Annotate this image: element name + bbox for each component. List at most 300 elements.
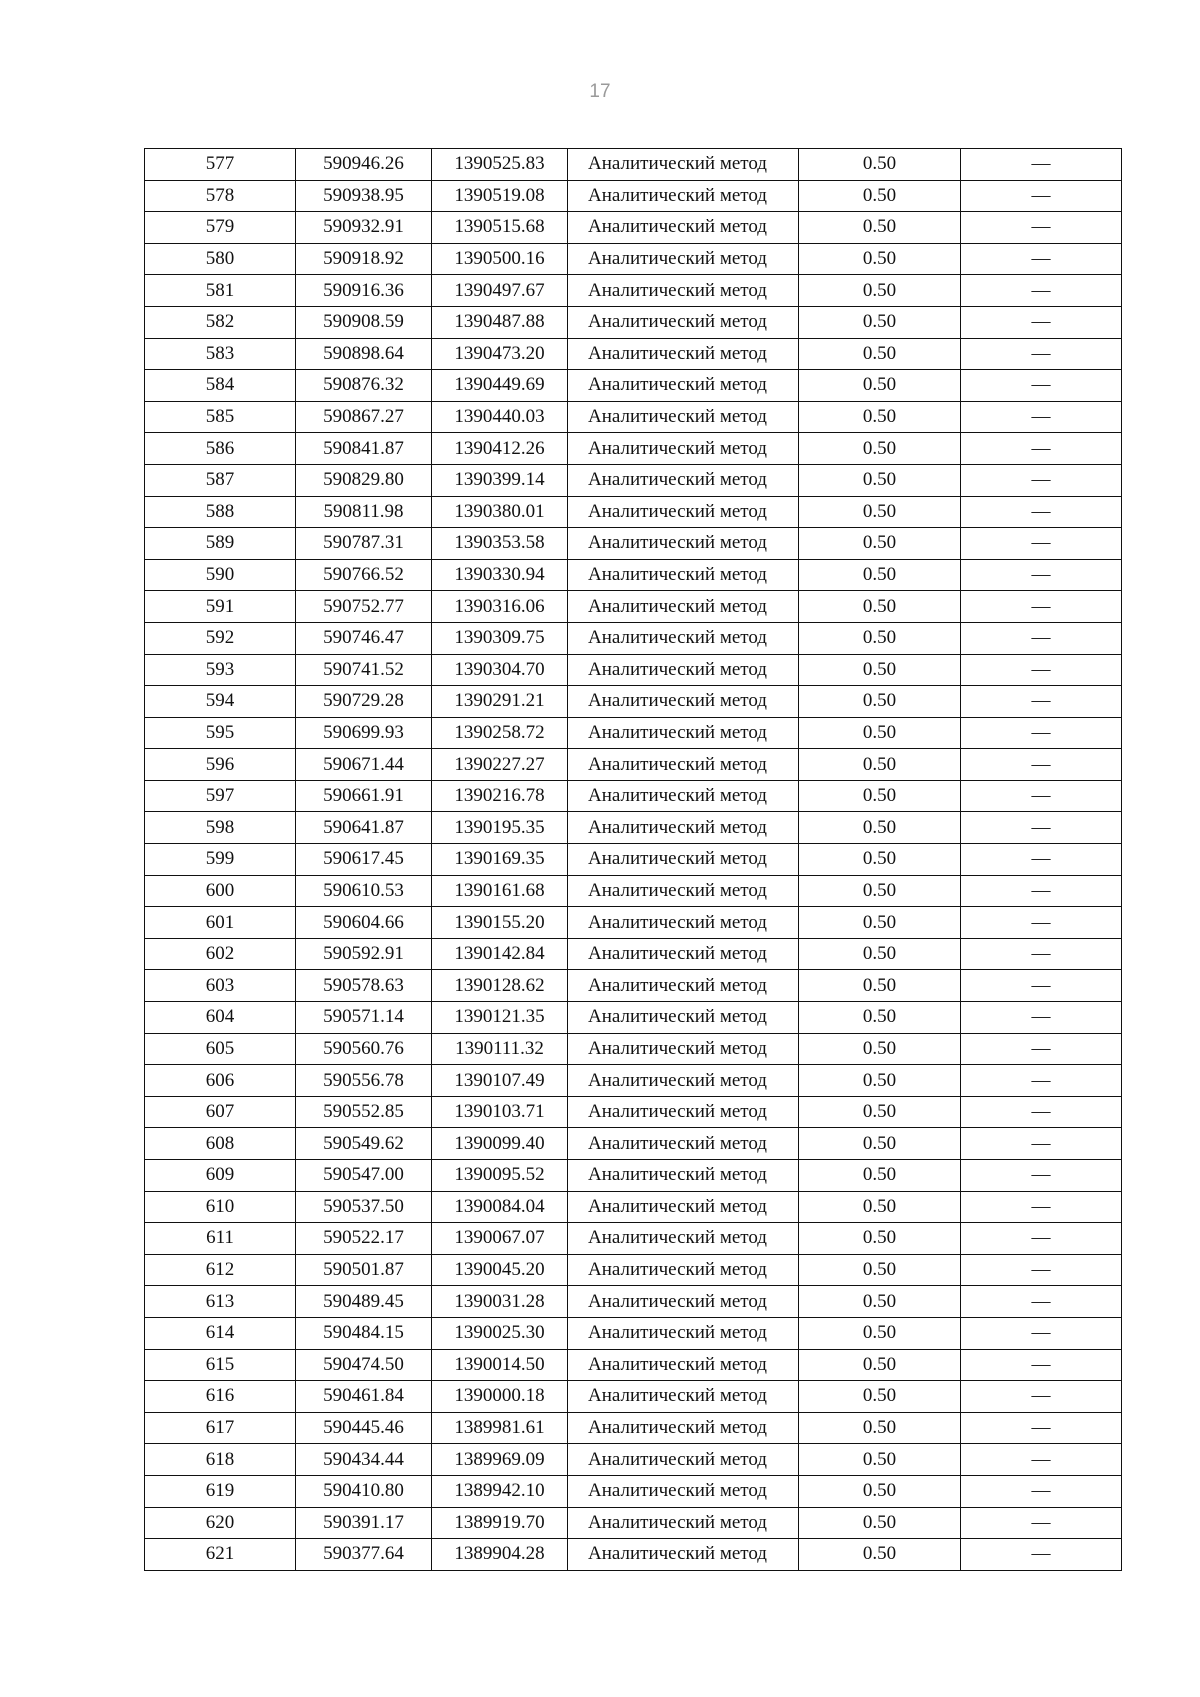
table-row — [145, 275, 1122, 307]
table-row — [145, 812, 1122, 844]
note-cell: — — [961, 496, 1122, 528]
note-cell: — — [961, 749, 1122, 781]
x-coordinate-cell: 590729.28 — [296, 686, 432, 718]
accuracy-cell: 0.50 — [799, 1254, 961, 1286]
x-coordinate-cell: 590787.31 — [296, 528, 432, 560]
y-coordinate-cell: 1390195.35 — [432, 812, 568, 844]
method-cell: Аналитический метод — [568, 1507, 799, 1539]
table-row — [145, 433, 1122, 465]
point-number-cell: 597 — [145, 780, 296, 812]
table-row — [145, 559, 1122, 591]
note-cell: — — [961, 686, 1122, 718]
accuracy-cell: 0.50 — [799, 1033, 961, 1065]
y-coordinate-cell: 1390227.27 — [432, 749, 568, 781]
accuracy-cell: 0.50 — [799, 970, 961, 1002]
note-cell: — — [961, 1412, 1122, 1444]
x-coordinate-cell: 590461.84 — [296, 1381, 432, 1413]
note-cell: — — [961, 1507, 1122, 1539]
table-row — [145, 1160, 1122, 1192]
accuracy-cell: 0.50 — [799, 243, 961, 275]
point-number-cell: 605 — [145, 1033, 296, 1065]
note-cell: — — [961, 654, 1122, 686]
note-cell: — — [961, 243, 1122, 275]
method-cell: Аналитический метод — [568, 1002, 799, 1034]
table-row — [145, 1002, 1122, 1034]
method-cell: Аналитический метод — [568, 1160, 799, 1192]
note-cell: — — [961, 1033, 1122, 1065]
method-cell: Аналитический метод — [568, 1223, 799, 1255]
table-row — [145, 401, 1122, 433]
point-number-cell: 578 — [145, 180, 296, 212]
note-cell: — — [961, 1381, 1122, 1413]
note-cell: — — [961, 1002, 1122, 1034]
table-row — [145, 370, 1122, 402]
method-cell: Аналитический метод — [568, 496, 799, 528]
note-cell: — — [961, 1223, 1122, 1255]
note-cell: — — [961, 464, 1122, 496]
note-cell: — — [961, 1065, 1122, 1097]
x-coordinate-cell: 590552.85 — [296, 1096, 432, 1128]
y-coordinate-cell: 1390497.67 — [432, 275, 568, 307]
x-coordinate-cell: 590474.50 — [296, 1349, 432, 1381]
point-number-cell: 588 — [145, 496, 296, 528]
x-coordinate-cell: 590547.00 — [296, 1160, 432, 1192]
point-number-cell: 610 — [145, 1191, 296, 1223]
table-row — [145, 1033, 1122, 1065]
note-cell: — — [961, 875, 1122, 907]
table-row — [145, 970, 1122, 1002]
accuracy-cell: 0.50 — [799, 749, 961, 781]
x-coordinate-cell: 590741.52 — [296, 654, 432, 686]
x-coordinate-cell: 590752.77 — [296, 591, 432, 623]
y-coordinate-cell: 1390111.32 — [432, 1033, 568, 1065]
x-coordinate-cell: 590391.17 — [296, 1507, 432, 1539]
point-number-cell: 587 — [145, 464, 296, 496]
method-cell: Аналитический метод — [568, 212, 799, 244]
method-cell: Аналитический метод — [568, 528, 799, 560]
note-cell: — — [961, 844, 1122, 876]
y-coordinate-cell: 1389904.28 — [432, 1539, 568, 1571]
x-coordinate-cell: 590571.14 — [296, 1002, 432, 1034]
point-number-cell: 617 — [145, 1412, 296, 1444]
point-number-cell: 600 — [145, 875, 296, 907]
y-coordinate-cell: 1390095.52 — [432, 1160, 568, 1192]
table-row — [145, 844, 1122, 876]
note-cell: — — [961, 306, 1122, 338]
x-coordinate-cell: 590867.27 — [296, 401, 432, 433]
point-number-cell: 590 — [145, 559, 296, 591]
y-coordinate-cell: 1390103.71 — [432, 1096, 568, 1128]
note-cell: — — [961, 212, 1122, 244]
method-cell: Аналитический метод — [568, 464, 799, 496]
method-cell: Аналитический метод — [568, 1254, 799, 1286]
x-coordinate-cell: 590811.98 — [296, 496, 432, 528]
table-row — [145, 1444, 1122, 1476]
point-number-cell: 593 — [145, 654, 296, 686]
method-cell: Аналитический метод — [568, 149, 799, 181]
x-coordinate-cell: 590501.87 — [296, 1254, 432, 1286]
table-row — [145, 875, 1122, 907]
accuracy-cell: 0.50 — [799, 812, 961, 844]
point-number-cell: 602 — [145, 938, 296, 970]
x-coordinate-cell: 590916.36 — [296, 275, 432, 307]
x-coordinate-cell: 590876.32 — [296, 370, 432, 402]
table-row — [145, 591, 1122, 623]
method-cell: Аналитический метод — [568, 370, 799, 402]
x-coordinate-cell: 590537.50 — [296, 1191, 432, 1223]
accuracy-cell: 0.50 — [799, 1412, 961, 1444]
x-coordinate-cell: 590445.46 — [296, 1412, 432, 1444]
accuracy-cell: 0.50 — [799, 907, 961, 939]
x-coordinate-cell: 590549.62 — [296, 1128, 432, 1160]
y-coordinate-cell: 1390031.28 — [432, 1286, 568, 1318]
note-cell: — — [961, 370, 1122, 402]
y-coordinate-cell: 1390128.62 — [432, 970, 568, 1002]
accuracy-cell: 0.50 — [799, 559, 961, 591]
accuracy-cell: 0.50 — [799, 1096, 961, 1128]
x-coordinate-cell: 590604.66 — [296, 907, 432, 939]
y-coordinate-cell: 1390309.75 — [432, 622, 568, 654]
y-coordinate-cell: 1389942.10 — [432, 1475, 568, 1507]
y-coordinate-cell: 1390216.78 — [432, 780, 568, 812]
table-row — [145, 306, 1122, 338]
method-cell: Аналитический метод — [568, 591, 799, 623]
accuracy-cell: 0.50 — [799, 275, 961, 307]
point-number-cell: 596 — [145, 749, 296, 781]
point-number-cell: 606 — [145, 1065, 296, 1097]
accuracy-cell: 0.50 — [799, 1223, 961, 1255]
y-coordinate-cell: 1390025.30 — [432, 1317, 568, 1349]
point-number-cell: 607 — [145, 1096, 296, 1128]
note-cell: — — [961, 1475, 1122, 1507]
note-cell: — — [961, 812, 1122, 844]
y-coordinate-cell: 1390258.72 — [432, 717, 568, 749]
method-cell: Аналитический метод — [568, 180, 799, 212]
note-cell: — — [961, 1160, 1122, 1192]
method-cell: Аналитический метод — [568, 1349, 799, 1381]
accuracy-cell: 0.50 — [799, 622, 961, 654]
point-number-cell: 594 — [145, 686, 296, 718]
table-row — [145, 938, 1122, 970]
accuracy-cell: 0.50 — [799, 717, 961, 749]
accuracy-cell: 0.50 — [799, 433, 961, 465]
table-row — [145, 1096, 1122, 1128]
y-coordinate-cell: 1390161.68 — [432, 875, 568, 907]
x-coordinate-cell: 590484.15 — [296, 1317, 432, 1349]
table-row — [145, 717, 1122, 749]
x-coordinate-cell: 590489.45 — [296, 1286, 432, 1318]
table-row — [145, 622, 1122, 654]
x-coordinate-cell: 590560.76 — [296, 1033, 432, 1065]
note-cell: — — [961, 1317, 1122, 1349]
note-cell: — — [961, 1349, 1122, 1381]
y-coordinate-cell: 1390515.68 — [432, 212, 568, 244]
point-number-cell: 581 — [145, 275, 296, 307]
note-cell: — — [961, 1286, 1122, 1318]
accuracy-cell: 0.50 — [799, 1475, 961, 1507]
note-cell: — — [961, 970, 1122, 1002]
table-body — [145, 149, 1122, 1571]
table-row — [145, 1412, 1122, 1444]
method-cell: Аналитический метод — [568, 1096, 799, 1128]
table-row — [145, 1317, 1122, 1349]
table-row — [145, 1349, 1122, 1381]
method-cell: Аналитический метод — [568, 875, 799, 907]
table-row — [145, 464, 1122, 496]
note-cell: — — [961, 528, 1122, 560]
x-coordinate-cell: 590918.92 — [296, 243, 432, 275]
accuracy-cell: 0.50 — [799, 686, 961, 718]
y-coordinate-cell: 1390107.49 — [432, 1065, 568, 1097]
point-number-cell: 604 — [145, 1002, 296, 1034]
method-cell: Аналитический метод — [568, 938, 799, 970]
y-coordinate-cell: 1390067.07 — [432, 1223, 568, 1255]
x-coordinate-cell: 590641.87 — [296, 812, 432, 844]
method-cell: Аналитический метод — [568, 1412, 799, 1444]
accuracy-cell: 0.50 — [799, 1381, 961, 1413]
x-coordinate-cell: 590746.47 — [296, 622, 432, 654]
note-cell: — — [961, 1191, 1122, 1223]
accuracy-cell: 0.50 — [799, 212, 961, 244]
y-coordinate-cell: 1390045.20 — [432, 1254, 568, 1286]
table-row — [145, 1507, 1122, 1539]
method-cell: Аналитический метод — [568, 1033, 799, 1065]
accuracy-cell: 0.50 — [799, 780, 961, 812]
point-number-cell: 579 — [145, 212, 296, 244]
x-coordinate-cell: 590522.17 — [296, 1223, 432, 1255]
point-number-cell: 598 — [145, 812, 296, 844]
point-number-cell: 618 — [145, 1444, 296, 1476]
method-cell: Аналитический метод — [568, 1317, 799, 1349]
method-cell: Аналитический метод — [568, 1381, 799, 1413]
note-cell: — — [961, 401, 1122, 433]
point-number-cell: 580 — [145, 243, 296, 275]
method-cell: Аналитический метод — [568, 1539, 799, 1571]
method-cell: Аналитический метод — [568, 654, 799, 686]
table-row — [145, 1539, 1122, 1571]
accuracy-cell: 0.50 — [799, 1065, 961, 1097]
y-coordinate-cell: 1390316.06 — [432, 591, 568, 623]
point-number-cell: 585 — [145, 401, 296, 433]
method-cell: Аналитический метод — [568, 907, 799, 939]
note-cell: — — [961, 938, 1122, 970]
method-cell: Аналитический метод — [568, 844, 799, 876]
note-cell: — — [961, 275, 1122, 307]
note-cell: — — [961, 338, 1122, 370]
accuracy-cell: 0.50 — [799, 306, 961, 338]
point-number-cell: 612 — [145, 1254, 296, 1286]
note-cell: — — [961, 622, 1122, 654]
table-row — [145, 1065, 1122, 1097]
x-coordinate-cell: 590699.93 — [296, 717, 432, 749]
y-coordinate-cell: 1390169.35 — [432, 844, 568, 876]
y-coordinate-cell: 1389981.61 — [432, 1412, 568, 1444]
y-coordinate-cell: 1390121.35 — [432, 1002, 568, 1034]
x-coordinate-cell: 590908.59 — [296, 306, 432, 338]
x-coordinate-cell: 590946.26 — [296, 149, 432, 181]
table-row — [145, 654, 1122, 686]
point-number-cell: 595 — [145, 717, 296, 749]
accuracy-cell: 0.50 — [799, 180, 961, 212]
table-row — [145, 338, 1122, 370]
method-cell: Аналитический метод — [568, 1475, 799, 1507]
x-coordinate-cell: 590617.45 — [296, 844, 432, 876]
table-row — [145, 1254, 1122, 1286]
table-row — [145, 1381, 1122, 1413]
x-coordinate-cell: 590434.44 — [296, 1444, 432, 1476]
x-coordinate-cell: 590377.64 — [296, 1539, 432, 1571]
point-number-cell: 584 — [145, 370, 296, 402]
method-cell: Аналитический метод — [568, 1065, 799, 1097]
table-row — [145, 907, 1122, 939]
point-number-cell: 619 — [145, 1475, 296, 1507]
note-cell: — — [961, 717, 1122, 749]
x-coordinate-cell: 590671.44 — [296, 749, 432, 781]
y-coordinate-cell: 1390440.03 — [432, 401, 568, 433]
method-cell: Аналитический метод — [568, 622, 799, 654]
point-number-cell: 599 — [145, 844, 296, 876]
table-row — [145, 528, 1122, 560]
note-cell: — — [961, 591, 1122, 623]
accuracy-cell: 0.50 — [799, 370, 961, 402]
table-row — [145, 1286, 1122, 1318]
table-row — [145, 180, 1122, 212]
method-cell: Аналитический метод — [568, 401, 799, 433]
y-coordinate-cell: 1389919.70 — [432, 1507, 568, 1539]
x-coordinate-cell: 590578.63 — [296, 970, 432, 1002]
accuracy-cell: 0.50 — [799, 528, 961, 560]
point-number-cell: 592 — [145, 622, 296, 654]
x-coordinate-cell: 590841.87 — [296, 433, 432, 465]
point-number-cell: 603 — [145, 970, 296, 1002]
y-coordinate-cell: 1390500.16 — [432, 243, 568, 275]
accuracy-cell: 0.50 — [799, 1539, 961, 1571]
coordinates-table — [144, 148, 1122, 1571]
point-number-cell: 614 — [145, 1317, 296, 1349]
accuracy-cell: 0.50 — [799, 1349, 961, 1381]
point-number-cell: 615 — [145, 1349, 296, 1381]
note-cell: — — [961, 433, 1122, 465]
method-cell: Аналитический метод — [568, 812, 799, 844]
y-coordinate-cell: 1390449.69 — [432, 370, 568, 402]
x-coordinate-cell: 590829.80 — [296, 464, 432, 496]
method-cell: Аналитический метод — [568, 780, 799, 812]
accuracy-cell: 0.50 — [799, 844, 961, 876]
x-coordinate-cell: 590556.78 — [296, 1065, 432, 1097]
method-cell: Аналитический метод — [568, 749, 799, 781]
accuracy-cell: 0.50 — [799, 1191, 961, 1223]
y-coordinate-cell: 1390412.26 — [432, 433, 568, 465]
y-coordinate-cell: 1390291.21 — [432, 686, 568, 718]
accuracy-cell: 0.50 — [799, 338, 961, 370]
table-row — [145, 149, 1122, 181]
method-cell: Аналитический метод — [568, 1444, 799, 1476]
note-cell: — — [961, 149, 1122, 181]
point-number-cell: 611 — [145, 1223, 296, 1255]
table-row — [145, 243, 1122, 275]
x-coordinate-cell: 590766.52 — [296, 559, 432, 591]
point-number-cell: 620 — [145, 1507, 296, 1539]
point-number-cell: 586 — [145, 433, 296, 465]
y-coordinate-cell: 1390000.18 — [432, 1381, 568, 1413]
y-coordinate-cell: 1390084.04 — [432, 1191, 568, 1223]
point-number-cell: 608 — [145, 1128, 296, 1160]
note-cell: — — [961, 1128, 1122, 1160]
y-coordinate-cell: 1390525.83 — [432, 149, 568, 181]
table-row — [145, 780, 1122, 812]
accuracy-cell: 0.50 — [799, 1317, 961, 1349]
table-row — [145, 749, 1122, 781]
x-coordinate-cell: 590932.91 — [296, 212, 432, 244]
y-coordinate-cell: 1390353.58 — [432, 528, 568, 560]
method-cell: Аналитический метод — [568, 306, 799, 338]
y-coordinate-cell: 1390142.84 — [432, 938, 568, 970]
method-cell: Аналитический метод — [568, 433, 799, 465]
note-cell: — — [961, 1096, 1122, 1128]
x-coordinate-cell: 590592.91 — [296, 938, 432, 970]
table-row — [145, 1191, 1122, 1223]
y-coordinate-cell: 1390014.50 — [432, 1349, 568, 1381]
point-number-cell: 591 — [145, 591, 296, 623]
note-cell: — — [961, 1539, 1122, 1571]
y-coordinate-cell: 1390380.01 — [432, 496, 568, 528]
accuracy-cell: 0.50 — [799, 1507, 961, 1539]
accuracy-cell: 0.50 — [799, 149, 961, 181]
accuracy-cell: 0.50 — [799, 496, 961, 528]
accuracy-cell: 0.50 — [799, 875, 961, 907]
y-coordinate-cell: 1390519.08 — [432, 180, 568, 212]
note-cell: — — [961, 1444, 1122, 1476]
method-cell: Аналитический метод — [568, 559, 799, 591]
y-coordinate-cell: 1390487.88 — [432, 306, 568, 338]
point-number-cell: 621 — [145, 1539, 296, 1571]
method-cell: Аналитический метод — [568, 243, 799, 275]
accuracy-cell: 0.50 — [799, 1128, 961, 1160]
method-cell: Аналитический метод — [568, 275, 799, 307]
y-coordinate-cell: 1390304.70 — [432, 654, 568, 686]
note-cell: — — [961, 907, 1122, 939]
accuracy-cell: 0.50 — [799, 938, 961, 970]
point-number-cell: 601 — [145, 907, 296, 939]
point-number-cell: 577 — [145, 149, 296, 181]
table-row — [145, 212, 1122, 244]
point-number-cell: 589 — [145, 528, 296, 560]
y-coordinate-cell: 1389969.09 — [432, 1444, 568, 1476]
table-row — [145, 496, 1122, 528]
method-cell: Аналитический метод — [568, 686, 799, 718]
table-row — [145, 1128, 1122, 1160]
page-number: 17 — [589, 81, 611, 102]
accuracy-cell: 0.50 — [799, 654, 961, 686]
accuracy-cell: 0.50 — [799, 1160, 961, 1192]
method-cell: Аналитический метод — [568, 717, 799, 749]
method-cell: Аналитический метод — [568, 970, 799, 1002]
point-number-cell: 613 — [145, 1286, 296, 1318]
note-cell: — — [961, 559, 1122, 591]
point-number-cell: 616 — [145, 1381, 296, 1413]
note-cell: — — [961, 180, 1122, 212]
x-coordinate-cell: 590661.91 — [296, 780, 432, 812]
accuracy-cell: 0.50 — [799, 1002, 961, 1034]
point-number-cell: 609 — [145, 1160, 296, 1192]
y-coordinate-cell: 1390099.40 — [432, 1128, 568, 1160]
x-coordinate-cell: 590938.95 — [296, 180, 432, 212]
table-row — [145, 1475, 1122, 1507]
note-cell: — — [961, 780, 1122, 812]
note-cell: — — [961, 1254, 1122, 1286]
accuracy-cell: 0.50 — [799, 1286, 961, 1318]
point-number-cell: 582 — [145, 306, 296, 338]
